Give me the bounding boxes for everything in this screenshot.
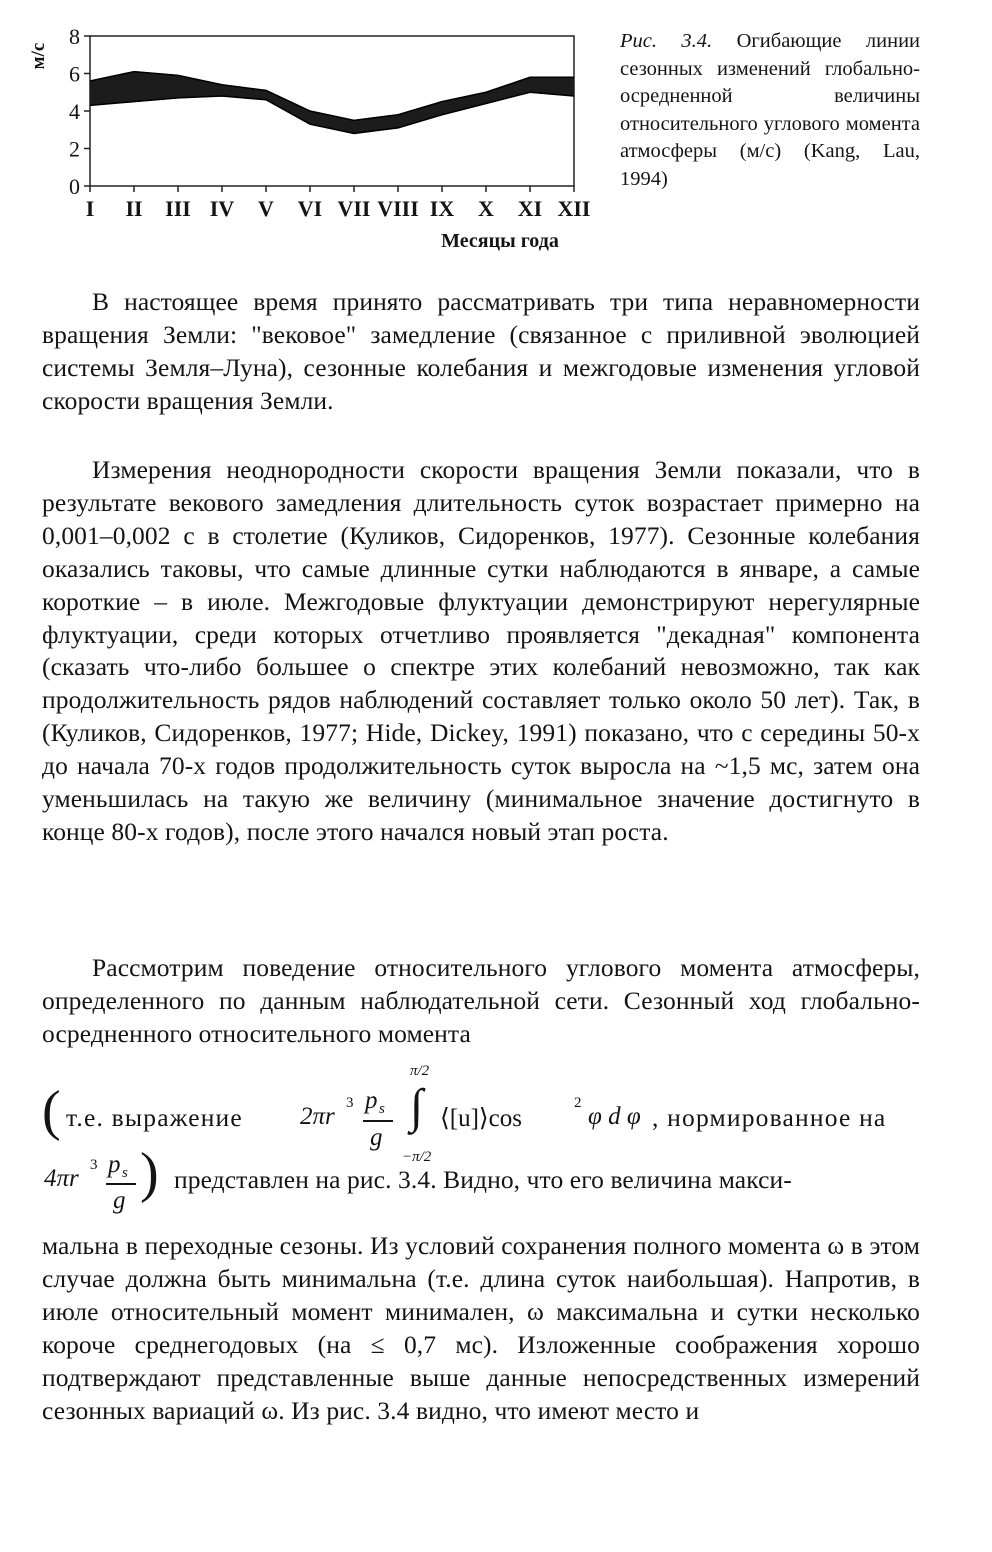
formula-line-1 <box>42 1063 920 1165</box>
formula-fraction-bar-2 <box>106 1183 136 1185</box>
formula-post-text: , нормированное на <box>652 1103 887 1132</box>
y-tick-label: 2 <box>69 136 80 162</box>
formula-integrand-tail: φ d φ <box>588 1103 641 1130</box>
formula-num-sub-1: s <box>379 1101 385 1117</box>
figure-caption <box>620 28 920 193</box>
formula-den-1: g <box>370 1124 383 1151</box>
formula-exp-1: 3 <box>346 1095 354 1111</box>
x-tick-label: XI <box>517 196 543 221</box>
x-tick-label: VIII <box>377 196 419 221</box>
formula-num-sub-2: s <box>122 1165 128 1181</box>
formula-integral: ∫ <box>410 1080 424 1133</box>
formula-upper-limit: π/2 <box>410 1063 430 1079</box>
y-tick-label: 8 <box>69 24 80 49</box>
x-tick-label: IX <box>429 196 455 221</box>
x-tick-label: VI <box>297 196 323 221</box>
formula-num-2: p <box>108 1151 121 1178</box>
paragraph-4 <box>42 1230 920 1427</box>
caption-label: Рис. 3.4. <box>620 30 713 52</box>
x-tick-label: III <box>165 196 191 221</box>
paragraph-2-text: Измерения неоднородности скорости вращения Земли показали, что в результате векового замедления длительность суток возрастает примерно на 0,001–0,002 с в столетие (Куликов, Сидоренков, 1977). Сезонные колебания оказались таковы, что самые длинные сутки наблюдаются в январе, а самые короткие – в июле. Межгодовые флуктуации демонстрируют нерегулярные флуктуации, среди которых отчетливо проявляется "декадная" компонента (сказать что-либо большее о спектре этих колебаний невозможно, так как продолжительность рядов наблюдений составляет только около 50 лет). Так, в (Куликов, Сидоренков, 1977; Hide, Dickey, 1991) показано, что с середины 50-х до начала 70-х годов продолжительность суток выросла на ~1,5 мс, затем она уменьшилась на такую же величину (минимальное значение достигнуто в конце 80-х годов), после этого начался новый этап роста. <box>42 455 920 846</box>
y-tick-label: 0 <box>69 174 80 199</box>
formula-lower-limit: −π/2 <box>402 1149 432 1165</box>
formula-integrand-exp: 2 <box>574 1095 582 1111</box>
formula-fraction-bar-1 <box>363 1120 393 1122</box>
formula-close-paren: ) <box>140 1142 159 1204</box>
paragraph-3 <box>42 952 920 1051</box>
x-tick-label: X <box>478 196 494 221</box>
paragraph-2 <box>42 454 920 849</box>
plot-frame <box>90 36 574 186</box>
formula-den-2: g <box>113 1187 126 1214</box>
x-tick-label: IV <box>209 196 235 221</box>
y-axis-label: м/с <box>28 42 49 70</box>
formula-exp-2: 3 <box>90 1157 98 1173</box>
formula-coef-1: 2πr <box>300 1103 335 1130</box>
x-axis-label: Месяцы года <box>441 230 559 252</box>
y-tick-label: 6 <box>69 61 80 87</box>
y-tick-label: 4 <box>69 99 80 124</box>
formula-integrand: ⟨[u]⟩cos <box>440 1105 522 1132</box>
chart <box>0 0 600 260</box>
formula-num-1: p <box>365 1087 378 1114</box>
x-tick-label: II <box>125 196 143 221</box>
envelope-band <box>90 72 574 134</box>
formula-pre-text: т.е. выражение <box>66 1103 243 1132</box>
x-tick-label: V <box>258 196 274 221</box>
formula-coef-2: 4πr <box>44 1165 79 1192</box>
paragraph-1 <box>42 286 920 418</box>
formula-line-2 <box>42 1142 920 1227</box>
paragraph-3-text: Рассмотрим поведение относительного углового момента атмосферы, определенного по данным наблюдательной сети. Сезонный ход глобально-осредненного относительного момента <box>42 953 920 1048</box>
formula-open-paren: ( <box>42 1080 61 1142</box>
x-tick-label: I <box>85 196 95 221</box>
paragraph-1-text: В настоящее время принято рассматривать три типа неравномерности вращения Земли: "вековое" замедление (связанное с приливной эволюцией системы Земля–Луна), сезонные колебания и межгодовые изменения угловой скорости вращения Земли. <box>42 287 920 415</box>
x-tick-label: XII <box>557 196 591 221</box>
x-tick-label: VII <box>337 196 371 221</box>
paragraph-4-text: мальна в переходные сезоны. Из условий сохранения полного момента ω в этом случае должна быть минимальна (т.е. длина суток наибольшая). Напротив, в июле относительный момент минимален, ω максимальна и сутки несколько короче среднегодовых (на ≤ 0,7 мс). Изложенные соображения хорошо подтверждают представленные выше данные непосредственных измерений сезонных вариаций ω. Из рис. 3.4 видно, что имеют место и <box>42 1231 920 1425</box>
paragraph-3-line-2: представлен на рис. 3.4. Видно, что его величина макси- <box>174 1165 792 1194</box>
caption-text: Огибающие линии сезонных изменений глобально-осредненной величины относительного углового момента атмосферы (м/с) (Kang, Lau, 1994) <box>620 30 921 190</box>
